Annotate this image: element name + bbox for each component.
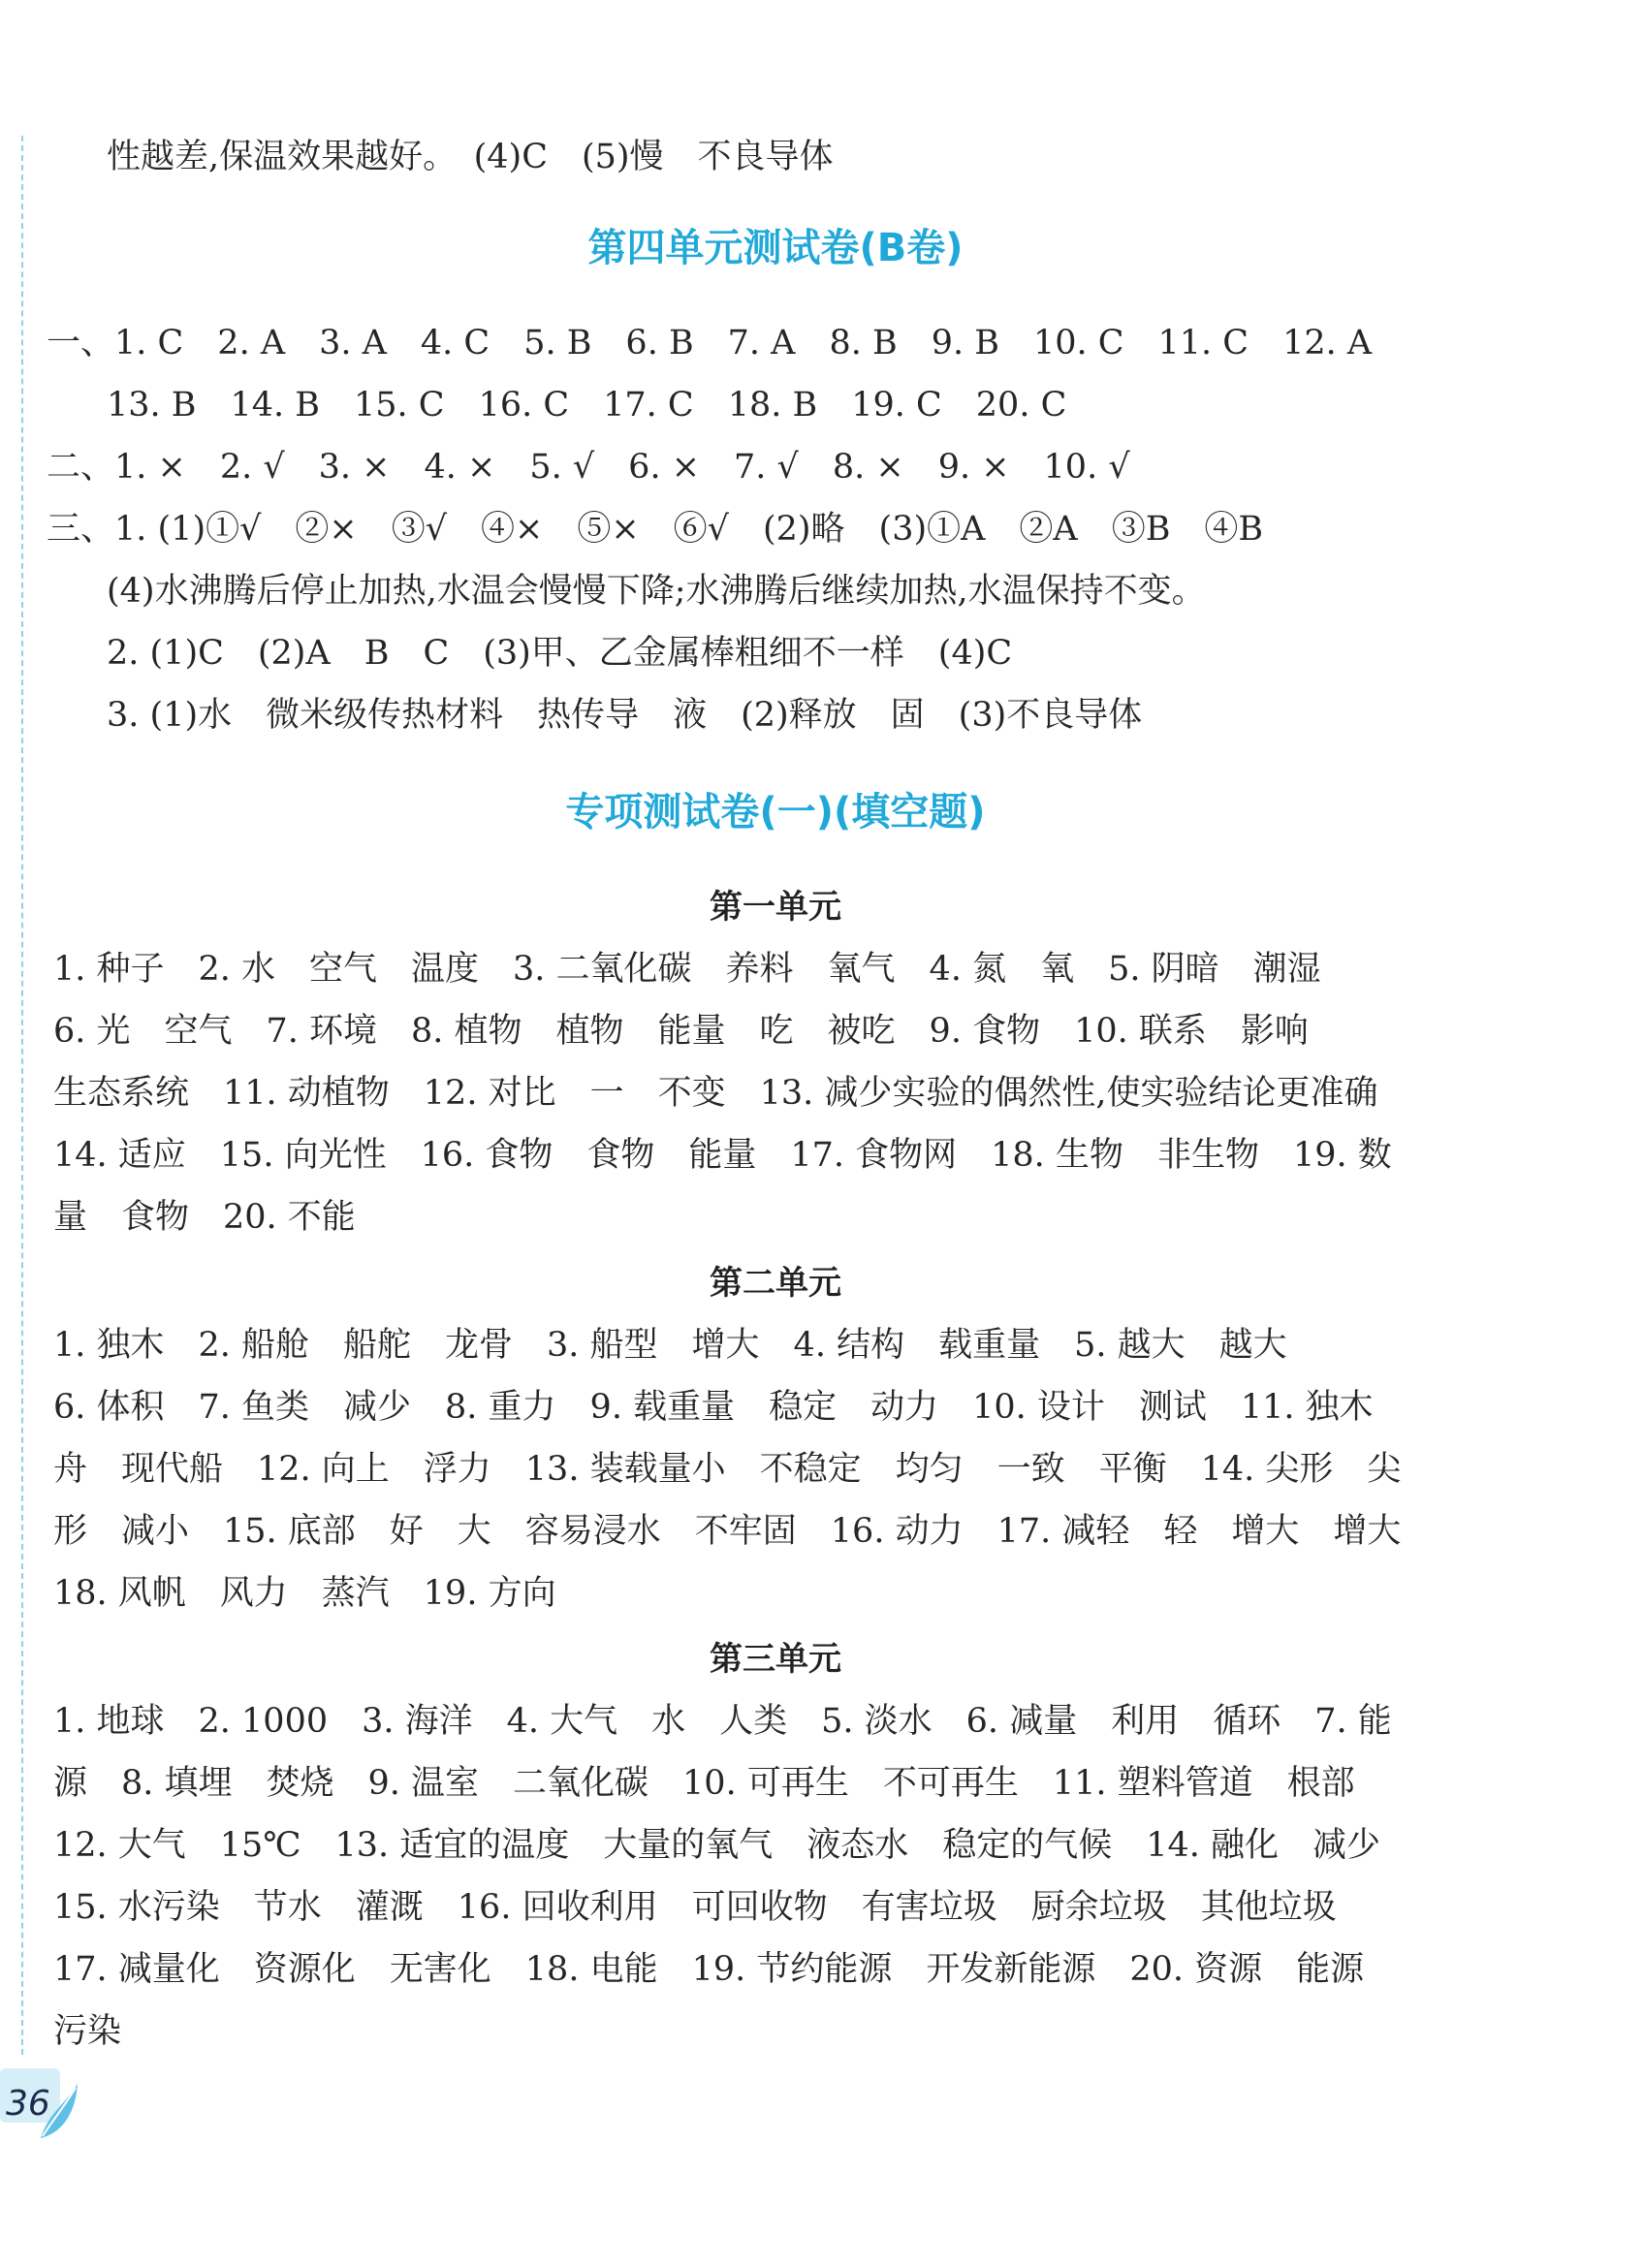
answer-line: 污染 — [53, 2012, 122, 2051]
answer-line: 1. 地球 2. 1000 3. 海洋 4. 大气 水 人类 5. 淡水 6. 减量 利用 循环 7. 能 — [53, 1702, 1392, 1741]
answer-line: 生态系统 11. 动植物 12. 对比 一 不变 13. 减少实验的偶然性,使实验结论更准确 — [53, 1074, 1378, 1113]
answer-line: 三、1. (1)①√ ②× ③√ ④× ⑤× ⑥√ (2)略 (3)①A ②A ③B ④B — [47, 510, 1264, 549]
section-fill-title: 专项测试卷(一)(填空题) — [565, 790, 986, 835]
answer-line: 15. 水污染 节水 灌溉 16. 回收利用 可回收物 有害垃圾 厨余垃圾 其他垃圾 — [53, 1888, 1337, 1927]
answer-line: 6. 体积 7. 鱼类 减少 8. 重力 9. 载重量 稳定 动力 10. 设计 测试 11. 独木 — [53, 1388, 1374, 1427]
answer-line: 17. 减量化 资源化 无害化 18. 电能 19. 节约能源 开发新能源 20. 资源 能源 — [53, 1950, 1365, 1989]
unit2-title: 第二单元 — [710, 1264, 841, 1303]
answer-line: 13. B 14. B 15. C 16. C 17. C 18. B 19. C 20. C — [107, 386, 1067, 425]
margin-dashed-rule — [21, 136, 23, 2055]
answer-line: 二、1. × 2. √ 3. × 4. × 5. √ 6. × 7. √ 8. × 9. × 10. √ — [47, 448, 1130, 487]
answer-line: 形 减小 15. 底部 好 大 容易浸水 不牢固 16. 动力 17. 减轻 轻 增大 增大 — [53, 1512, 1402, 1551]
answer-line: 1. 种子 2. 水 空气 温度 3. 二氧化碳 养料 氧气 4. 氮 氧 5. 阴暗 潮湿 — [53, 950, 1321, 989]
section-b-title: 第四单元测试卷(B卷) — [587, 226, 964, 270]
page-number: 36 — [6, 2084, 50, 2124]
answer-line: (4)水沸腾后停止加热,水温会慢慢下降;水沸腾后继续加热,水温保持不变。 — [107, 572, 1206, 611]
answer-line: 一、1. C 2. A 3. A 4. C 5. B 6. B 7. A 8. B 9. B 10. C 11. C 12. A — [47, 324, 1373, 362]
unit3-title: 第三单元 — [710, 1640, 841, 1679]
answer-line: 3. (1)水 微米级传热材料 热传导 液 (2)释放 固 (3)不良导体 — [107, 696, 1143, 735]
answer-line: 源 8. 填埋 焚烧 9. 温室 二氧化碳 10. 可再生 不可再生 11. 塑料管道 根部 — [53, 1764, 1355, 1803]
answer-line: 6. 光 空气 7. 环境 8. 植物 植物 能量 吃 被吃 9. 食物 10. 联系 影响 — [53, 1012, 1309, 1051]
answer-line: 14. 适应 15. 向光性 16. 食物 食物 能量 17. 食物网 18. 生物 非生物 19. 数 — [53, 1136, 1392, 1175]
answer-line: 1. 独木 2. 船舱 船舵 龙骨 3. 船型 增大 4. 结构 载重量 5. 越大 越大 — [53, 1326, 1287, 1365]
answer-line: 舟 现代船 12. 向上 浮力 13. 装载量小 不稳定 均匀 一致 平衡 14. 尖形 尖 — [53, 1450, 1402, 1489]
answer-line: 12. 大气 15℃ 13. 适宜的温度 大量的氧气 液态水 稳定的气候 14. 融化 减少 — [53, 1826, 1381, 1865]
answer-line: 18. 风帆 风力 蒸汽 19. 方向 — [53, 1574, 556, 1613]
answer-line: 量 食物 20. 不能 — [53, 1198, 356, 1237]
answer-line: 2. (1)C (2)A B C (3)甲、乙金属棒粗细不一样 (4)C — [107, 634, 1013, 673]
top-line: 性越差,保温效果越好。 (4)C (5)慢 不良导体 — [107, 138, 834, 176]
unit1-title: 第一单元 — [710, 888, 841, 927]
